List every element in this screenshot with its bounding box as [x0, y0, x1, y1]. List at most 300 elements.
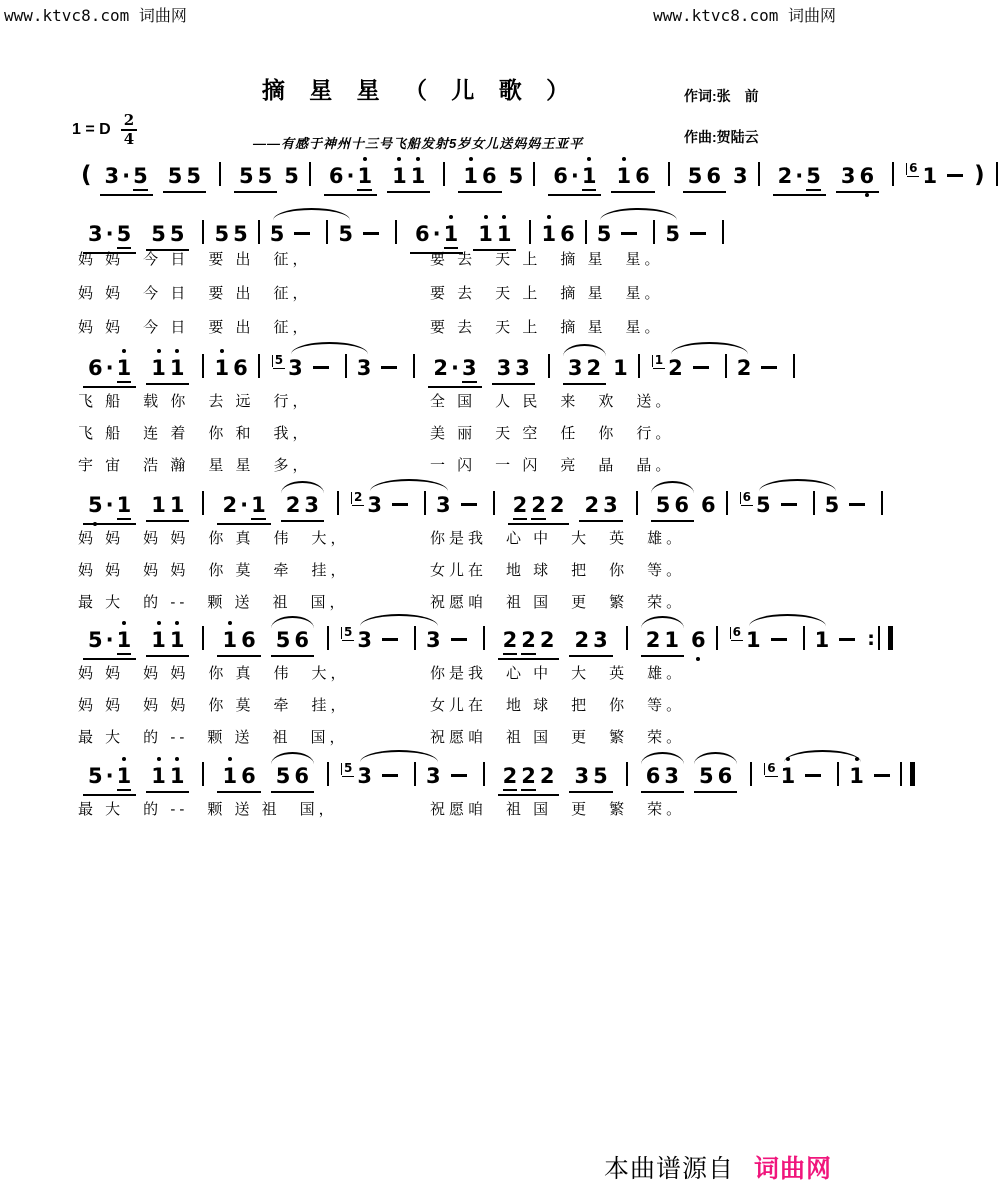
lyric-right: 一 闪 一 闪 亮 晶 晶。: [430, 457, 675, 474]
note: 6: [706, 164, 721, 188]
note-group: [146, 764, 189, 793]
tie-slur: [558, 356, 611, 385]
lyric-left: 宇 宙 浩 瀚 星 星 多，: [78, 457, 312, 474]
note: 5: [269, 222, 285, 246]
note: 5: [167, 164, 183, 188]
barline: [424, 491, 426, 515]
paren: (: [81, 162, 92, 188]
note: 3: [664, 764, 679, 788]
note-group: [773, 164, 826, 196]
note: 5: [186, 164, 201, 188]
note: 6: [560, 222, 575, 246]
note: 6: [645, 764, 661, 788]
note: 3: [288, 356, 303, 380]
note: 1: [169, 764, 185, 788]
lyric-left: 最 大 的 -- 颗 送 祖 国，: [78, 594, 349, 611]
note-group: [651, 493, 694, 522]
note: 1: [541, 222, 557, 246]
lyric-right: 女儿在 地 球 把 你 等。: [430, 562, 686, 579]
duration-dash: [771, 638, 787, 641]
barline: [327, 762, 329, 786]
note: ·: [105, 628, 114, 652]
tie-slur: [779, 762, 866, 788]
note-group: [100, 164, 153, 196]
tie-slur: [754, 491, 841, 517]
note: 1: [444, 222, 459, 249]
grace-note: 5: [274, 353, 284, 367]
note: ·: [450, 356, 459, 380]
barline: [837, 762, 839, 786]
barline: [803, 626, 805, 650]
note: 1: [222, 628, 238, 652]
note-group: [569, 628, 612, 657]
note: 1: [169, 356, 185, 380]
lyric-left: 妈 妈 今 日 要 出 征，: [78, 319, 312, 336]
barline: [337, 491, 339, 515]
note-group: [611, 164, 654, 193]
note-group: [324, 164, 377, 196]
barline: [202, 220, 204, 244]
note-group: [836, 164, 879, 193]
note: 2: [503, 628, 518, 655]
note: 6: [717, 764, 733, 788]
note-group: [641, 628, 684, 657]
tie-slur: [666, 354, 753, 380]
tie-slur: [636, 628, 689, 657]
note: 1: [151, 764, 166, 788]
duration-dash: [313, 366, 329, 369]
note-group: [458, 164, 501, 193]
lyric-right: 女儿在 地 球 把 你 等。: [430, 697, 686, 714]
tie-slur: [355, 626, 442, 652]
note: 2: [736, 356, 752, 380]
barline: [493, 491, 495, 515]
barline: [726, 491, 728, 515]
lyric-left: 飞 船 连 着 你 和 我，: [78, 425, 312, 442]
note: ·: [240, 493, 249, 517]
time-signature-denominator: 4: [123, 130, 135, 148]
lyric-right: 祝愿咱 祖 国 更 繁 荣。: [430, 729, 686, 746]
lyric-left: 妈 妈 今 日 要 出 征，: [78, 251, 312, 268]
note-group: [694, 764, 737, 793]
note: 6: [859, 164, 875, 188]
note: 5: [284, 164, 299, 188]
note: 1: [392, 164, 407, 188]
note: 1: [496, 222, 512, 246]
tie-slur: [636, 764, 689, 793]
note: 3: [104, 164, 120, 188]
note: 5: [233, 222, 248, 246]
note: 5: [665, 222, 680, 246]
note-group: [271, 764, 314, 793]
note: 2: [433, 356, 448, 380]
note: 5: [88, 764, 103, 788]
lyric-right: 你是我 心 中 大 英 雄。: [430, 665, 686, 682]
note: 5: [508, 164, 524, 188]
barline: [996, 162, 998, 186]
note-group: [683, 164, 726, 193]
note: 5: [239, 164, 254, 188]
note-group: [271, 628, 314, 657]
note: ·: [105, 764, 114, 788]
key-signature: [72, 113, 137, 147]
note: 2: [549, 493, 565, 517]
note: 1: [251, 493, 266, 520]
note: 6: [241, 628, 256, 652]
note-group: [563, 356, 606, 385]
note: 5: [755, 493, 771, 517]
note: 2: [285, 493, 301, 517]
music-line: [78, 762, 915, 796]
note: 1: [410, 164, 426, 188]
note: 3: [732, 164, 748, 188]
note: 5: [824, 493, 840, 517]
note: 1: [814, 628, 830, 652]
note: 1: [745, 628, 761, 652]
note: 5: [214, 222, 230, 246]
barline: [483, 626, 485, 650]
note: 1: [664, 628, 679, 652]
final-barline: [900, 762, 915, 786]
barline: [636, 491, 638, 515]
note: 6: [414, 222, 430, 246]
note: 2: [222, 493, 238, 517]
lyric-right: 祝愿咱 祖 国 更 繁 荣。: [430, 801, 686, 818]
source-line: [588, 1120, 832, 1185]
barline: [533, 162, 535, 186]
barline: [202, 762, 204, 786]
note-group: [217, 628, 260, 657]
barline: [881, 491, 883, 515]
note: 5: [257, 164, 273, 188]
note: 3: [425, 628, 441, 652]
note: 1: [117, 356, 132, 383]
barline: [548, 354, 550, 378]
note: 5: [687, 164, 703, 188]
note: 6: [674, 493, 689, 517]
note: 6: [233, 356, 248, 380]
barline: [722, 220, 724, 244]
note: 3: [357, 628, 372, 652]
note-group: [217, 493, 270, 525]
duration-dash: [805, 774, 821, 777]
composer-credit: 作曲:贺陆云: [684, 129, 759, 145]
barline: [345, 354, 347, 378]
barline: [529, 220, 531, 244]
duration-dash: [781, 503, 797, 506]
duration-dash: [621, 232, 637, 235]
duration-dash: [461, 503, 477, 506]
tie-slur: [365, 491, 452, 517]
grace-note: 6: [767, 761, 776, 775]
note: 2: [503, 764, 518, 791]
note-group: [548, 164, 601, 196]
note-group: [641, 764, 684, 793]
barline: [202, 626, 204, 650]
duration-dash: [451, 774, 467, 777]
lyric-left: 最 大 的 -- 颗 送 祖 国，: [78, 801, 338, 818]
note: 3: [435, 493, 451, 517]
barline: [626, 762, 628, 786]
time-signature-numerator: 2: [121, 113, 137, 131]
barline: [638, 354, 640, 378]
note: 6: [700, 493, 716, 517]
note: 1: [169, 493, 185, 517]
barline: [202, 491, 204, 515]
note: 1: [214, 356, 230, 380]
lyric-left: 妈 妈 妈 妈 你 真 伟 大，: [78, 665, 350, 682]
note: 1: [151, 493, 166, 517]
note: ·: [122, 164, 131, 188]
note: 5: [596, 222, 612, 246]
barline: [326, 220, 328, 244]
note: 3: [593, 628, 608, 652]
barline: [258, 354, 260, 378]
note-group: [217, 764, 260, 793]
note: 2: [521, 628, 536, 655]
note: 3: [574, 764, 590, 788]
lyric-left: 妈 妈 今 日 要 出 征，: [78, 285, 312, 302]
music-line: [78, 162, 1006, 196]
barline: [813, 491, 815, 515]
note-group: [83, 356, 136, 388]
watermark-top-left: www.ktvc8.com 词曲网: [4, 6, 187, 25]
duration-dash: [392, 503, 408, 506]
note: ·: [795, 164, 804, 188]
note: 5: [275, 628, 291, 652]
note-group: [83, 493, 136, 525]
note: 6: [635, 164, 650, 188]
note: 5: [133, 164, 148, 191]
barline: [414, 762, 416, 786]
tie-slur: [286, 354, 373, 380]
barline: [892, 162, 894, 186]
barline: [443, 162, 445, 186]
note-group: [163, 164, 206, 193]
barline: [309, 162, 311, 186]
tie-slur: [266, 628, 319, 657]
note: 3: [462, 356, 477, 383]
note: 1: [582, 164, 597, 191]
note: 2: [539, 628, 555, 652]
note: 5: [593, 764, 608, 788]
grace-note: 6: [742, 490, 751, 504]
note: 3: [304, 493, 319, 517]
note-group: [498, 628, 560, 660]
note: ·: [570, 164, 579, 188]
note-group: [281, 493, 324, 522]
note: 5: [169, 222, 185, 246]
note: 6: [294, 764, 309, 788]
note: 6: [328, 164, 344, 188]
note: 5: [151, 222, 166, 246]
note-group: [146, 222, 189, 251]
lyric-left: 飞 船 载 你 去 远 行，: [78, 393, 312, 410]
note: 1: [463, 164, 478, 188]
grace-note: 2: [353, 490, 363, 504]
barline: [585, 220, 587, 244]
barline: [653, 220, 655, 244]
note: ·: [346, 164, 355, 188]
duration-dash: [381, 366, 397, 369]
barline: [395, 220, 397, 244]
note: ·: [105, 356, 114, 380]
note: 5: [698, 764, 714, 788]
note: 3: [603, 493, 618, 517]
music-line: [78, 626, 893, 660]
grace-note: 5: [343, 761, 353, 775]
note: 1: [613, 356, 628, 380]
note-group: [146, 628, 189, 657]
note: 2: [668, 356, 683, 380]
note: 2: [777, 164, 793, 188]
note: 3: [567, 356, 583, 380]
tie-slur: [355, 762, 442, 788]
barline: [413, 354, 415, 378]
note: 6: [690, 628, 706, 652]
note: 6: [241, 764, 256, 788]
note: 1: [849, 764, 864, 788]
note: ·: [432, 222, 441, 246]
barline: [626, 626, 628, 650]
duration-dash: [363, 232, 379, 235]
barline: [750, 762, 752, 786]
note-group: [569, 764, 612, 793]
lyricist-credit: 作词:张 前: [684, 88, 759, 104]
note: 1: [151, 356, 166, 380]
duration-dash: [693, 366, 709, 369]
note-group: [492, 356, 535, 385]
note: 2: [586, 356, 602, 380]
duration-dash: [761, 366, 777, 369]
music-line: [78, 354, 803, 388]
note: 5: [88, 493, 103, 517]
source-prefix: 本曲谱源自: [603, 1155, 734, 1183]
duration-dash: [451, 638, 467, 641]
tie-slur: [689, 764, 742, 793]
note: 6: [553, 164, 568, 188]
barline: [202, 354, 204, 378]
duration-dash: [382, 774, 398, 777]
note: 1: [117, 493, 132, 520]
duration-dash: [839, 638, 855, 641]
note: 2: [521, 764, 536, 791]
note-group: [234, 164, 277, 193]
repeat-final-barline: [878, 626, 893, 650]
duration-dash: [874, 774, 890, 777]
note: 3: [357, 764, 372, 788]
lyric-right: 要 去 天 上 摘 星 星。: [430, 285, 664, 302]
song-subtitle: ——有感于神州十三号飞船发射5岁女儿送妈妈王亚平: [253, 136, 584, 151]
note: 2: [513, 493, 528, 520]
source-brand[interactable]: 词曲网: [753, 1155, 832, 1183]
lyric-left: 最 大 的 -- 颗 送 祖 国，: [78, 729, 349, 746]
note: 6: [294, 628, 309, 652]
note: 1: [117, 628, 132, 655]
barline: [725, 354, 727, 378]
tie-slur: [268, 220, 355, 246]
tie-slur: [595, 220, 682, 246]
barline: [258, 220, 260, 244]
grace-note: 5: [343, 625, 353, 639]
note: 3: [840, 164, 856, 188]
note-group: [387, 164, 430, 193]
barline: [219, 162, 221, 186]
barline: [716, 626, 718, 650]
lyric-left: 妈 妈 妈 妈 你 莫 牵 挂，: [78, 562, 350, 579]
note: 5: [275, 764, 291, 788]
duration-dash: [382, 638, 398, 641]
note-group: [579, 493, 622, 522]
tie-slur: [744, 626, 831, 652]
song-title: 摘 星 星 （ 儿 歌 ）: [261, 77, 579, 103]
note: 2: [645, 628, 661, 652]
note-group: [146, 493, 189, 522]
note: 5: [655, 493, 671, 517]
duration-dash: [690, 232, 706, 235]
note: 3: [496, 356, 512, 380]
lyric-left: 妈 妈 妈 妈 你 真 伟 大，: [78, 530, 350, 547]
note: 1: [222, 764, 238, 788]
key-label: 1 = D: [72, 121, 111, 138]
note: 5: [806, 164, 821, 191]
note: 1: [357, 164, 372, 191]
note: ·: [105, 222, 114, 246]
note: 2: [574, 628, 590, 652]
note: ·: [105, 493, 114, 517]
note: 6: [88, 356, 103, 380]
note: 1: [478, 222, 493, 246]
note: 1: [151, 628, 166, 652]
note: 1: [780, 764, 796, 788]
duration-dash: [849, 503, 865, 506]
note: 1: [169, 628, 185, 652]
lyric-left: 妈 妈 妈 妈 你 莫 牵 挂，: [78, 697, 350, 714]
note-group: [508, 493, 570, 525]
paren: ): [974, 162, 985, 188]
lyric-right: 要 去 天 上 摘 星 星。: [430, 251, 664, 268]
duration-dash: [294, 232, 310, 235]
lyric-right: 要 去 天 上 摘 星 星。: [430, 319, 664, 336]
tie-slur: [276, 493, 329, 522]
note: 6: [481, 164, 497, 188]
note: 2: [539, 764, 555, 788]
barline: [414, 626, 416, 650]
grace-note: 6: [732, 625, 741, 639]
note: 3: [425, 764, 441, 788]
note-group: [428, 356, 481, 388]
music-line: [78, 491, 891, 525]
barline: [758, 162, 760, 186]
repeat-dots: :: [867, 628, 875, 650]
note-group: [146, 356, 189, 385]
note: 3: [88, 222, 103, 246]
watermark-top-right: www.ktvc8.com 词曲网: [653, 6, 836, 25]
note: 1: [922, 164, 938, 188]
lyric-right: 祝愿咱 祖 国 更 繁 荣。: [430, 594, 686, 611]
note: 3: [515, 356, 530, 380]
note: 5: [88, 628, 103, 652]
note: 2: [531, 493, 546, 520]
note: 1: [117, 764, 132, 791]
note-group: [83, 628, 136, 660]
lyric-right: 美 丽 天 空 任 你 行。: [430, 425, 675, 442]
note: 3: [356, 356, 372, 380]
note-group: [83, 764, 136, 796]
note: 5: [117, 222, 132, 249]
barline: [327, 626, 329, 650]
note: 1: [616, 164, 632, 188]
